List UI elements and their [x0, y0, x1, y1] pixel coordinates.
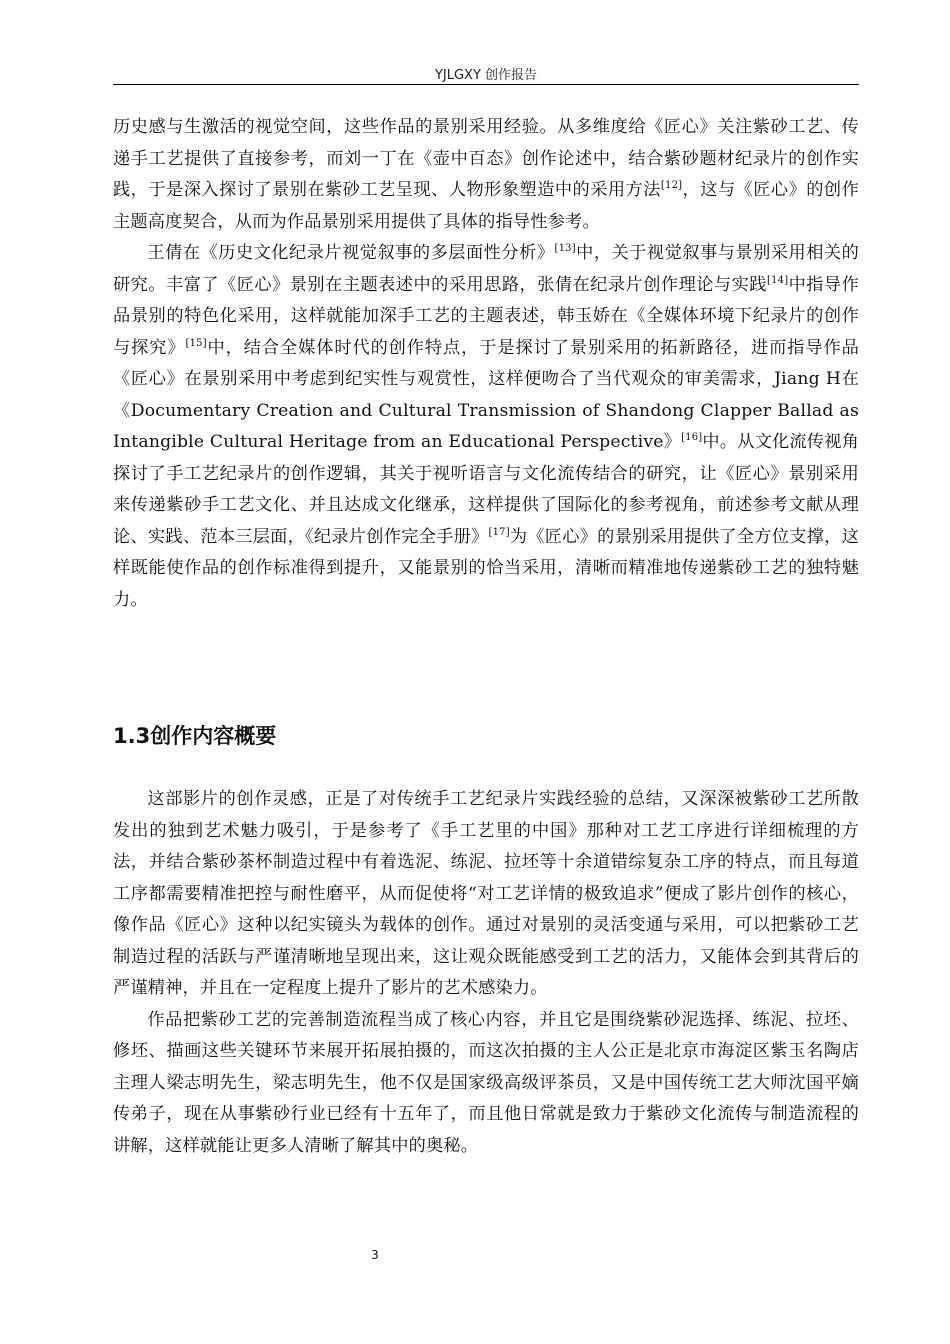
paragraph — [113, 112, 859, 238]
citation-ref: [16] — [681, 432, 703, 443]
paragraph-text: 中。从文化流传视角探讨了手工艺纪录片的创作逻辑，其关于视听语言与文化流传结合的研究，让《匠心》景别采用来传递紫砂手工艺文化、并且达成文化继承，这样提供了国际化的参考视角，前述参考文献从理论、实践、范本三层面，《纪录片创作完全手册》 — [113, 432, 859, 547]
paragraph-text: 中，结合全媒体时代的创作特点，于是探讨了景别采用的拓新路径，进而指导作品《匠心》在景别采用中考虑到纪实性与观赏性，这样便吻合了当代观众的审美需求，Jiang H在《Documentary Creation and Cultural Transmission of Shandong Clapper Ballad as Intangible Cultural Heritage from an Educational Perspective》 — [113, 337, 859, 452]
paragraph-text: 历史感与生激活的视觉空间，这些作品的景别采用经验。从多维度给《匠心》关注紫砂工艺、传递手工艺提供了直接参考，而刘一丁在《壶中百态》创作论述中，结合紫砂题材纪录片的创作实践，于是深入探讨了景别在紫砂工艺呈现、人物形象塑造中的采用方法 — [113, 117, 859, 200]
paragraph-text: ，这与《匠心》的创作主题高度契合，从而为作品景别采用提供了具体的指导性参考。 — [113, 180, 859, 232]
section-heading: 1.3创作内容概要 — [113, 724, 277, 748]
header-divider — [113, 84, 859, 85]
citation-ref: [14] — [766, 274, 789, 286]
paragraph-text: 王倩在《历史文化纪录片视觉叙事的多层面性分析》 — [147, 243, 555, 263]
paragraph: 这部影片的创作灵感，正是了对传统手工艺纪录片实践经验的总结，又深深被紫砂工艺所散发出的独到艺术魅力吸引，于是参考了《手工艺里的中国》那种对工艺工序进行详细梳理的方法，并结合紫砂茶杯制造过程中有着选泥、练泥、拉坯等十余道错综复杂工序的特点，而且每道工序都需要精准把控与耐性磨平，从而促使将“对工艺详情的极致追求”便成了影片创作的核心，像作品《匠心》这种以纪实镜头为载体的创作。通过对景别的灵活变通与采用，可以把紫砂工艺制造过程的活跃与严谨清晰地呈现出来，这让观众既能感受到工艺的活力，又能体会到其背后的严谨精神，并且在一定程度上提升了影片的艺术感染力。 — [113, 789, 859, 998]
section-1-3-body — [113, 784, 859, 1162]
citation-ref: [12] — [660, 180, 683, 191]
page-number: 3 — [371, 1248, 379, 1262]
section-1-body — [113, 112, 859, 616]
citation-ref: [13] — [554, 243, 576, 254]
paragraph: 作品把紫砂工艺的完善制造流程当成了核心内容，并且它是围绕紫砂泥选择、练泥、拉坯、修坯、描画这些关键环节来展开拓展拍摄的，而这次拍摄的主人公正是北京市海淀区紫玉名陶店主理人梁志明先生，梁志明先生，他不仅是国家级高级评茶员，又是中国传统工艺大师沈国平嫡传弟子，现在从事紫砂行业已经有十五年了，而且他日常就是致力于紫砂文化流传与制造流程的讲解，这样就能让更多人清晰了解其中的奥秘。 — [113, 1009, 859, 1156]
citation-ref: [17] — [488, 526, 510, 538]
paragraph-text: 中指导作品景别的特色化采用，这样就能加深手工艺的主题表述，韩玉娇在《全媒体环境下纪录片的创作与探究》 — [113, 274, 859, 358]
citation-ref: [15] — [185, 337, 207, 349]
paragraph-text: 中，关于视觉叙事与景别采用相关的研究。丰富了《匠心》景别在主题表述中的采用思路，张倩在纪录片创作理论与实践 — [113, 243, 860, 295]
paragraph — [113, 238, 859, 616]
page-header: YJLGXY 创作报告 — [434, 68, 538, 83]
paragraph-text: 为《匠心》的景别采用提供了全方位支撑，这样既能使作品的创作标准得到提升，又能景别的恰当采用，清晰而精准地传递紫砂工艺的独特魅力。 — [113, 526, 859, 610]
